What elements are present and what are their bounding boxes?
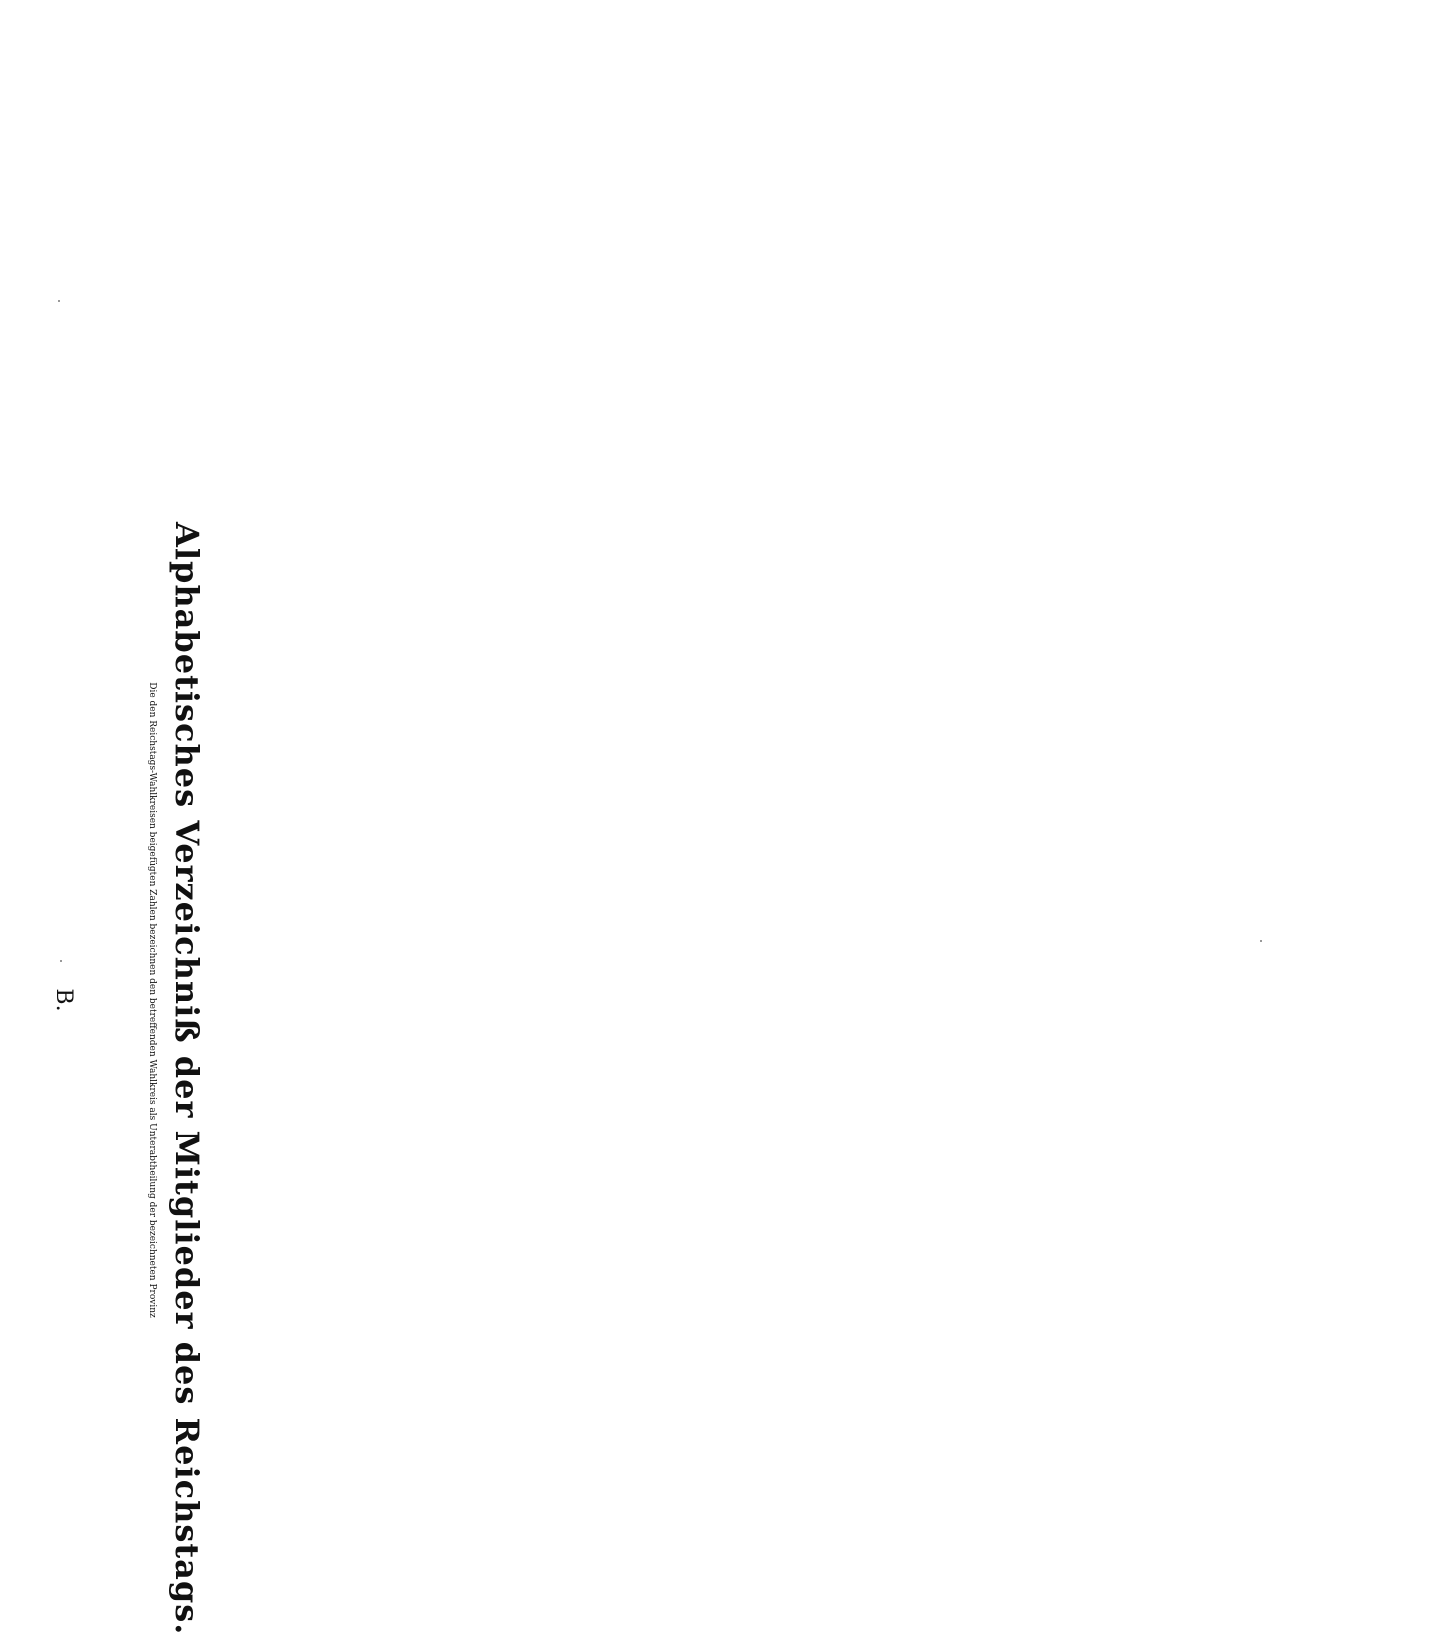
section-letter: B. [51, 988, 76, 1012]
scan-speck [1260, 940, 1262, 942]
scan-speck [58, 300, 60, 302]
document-title: Alphabetisches Verzeichniß der Mitglieder des Reichstags. [168, 522, 206, 1635]
scan-speck [60, 960, 62, 962]
rotated-document-page [0, 500, 216, 1635]
document-subtitle: Die den Reichstags-Wahlkreisen beigefügten Zahlen bezeichnen den betreffenden Wahlkreis als Unterabtheilung der bezeichneten Provinz [147, 682, 157, 1318]
